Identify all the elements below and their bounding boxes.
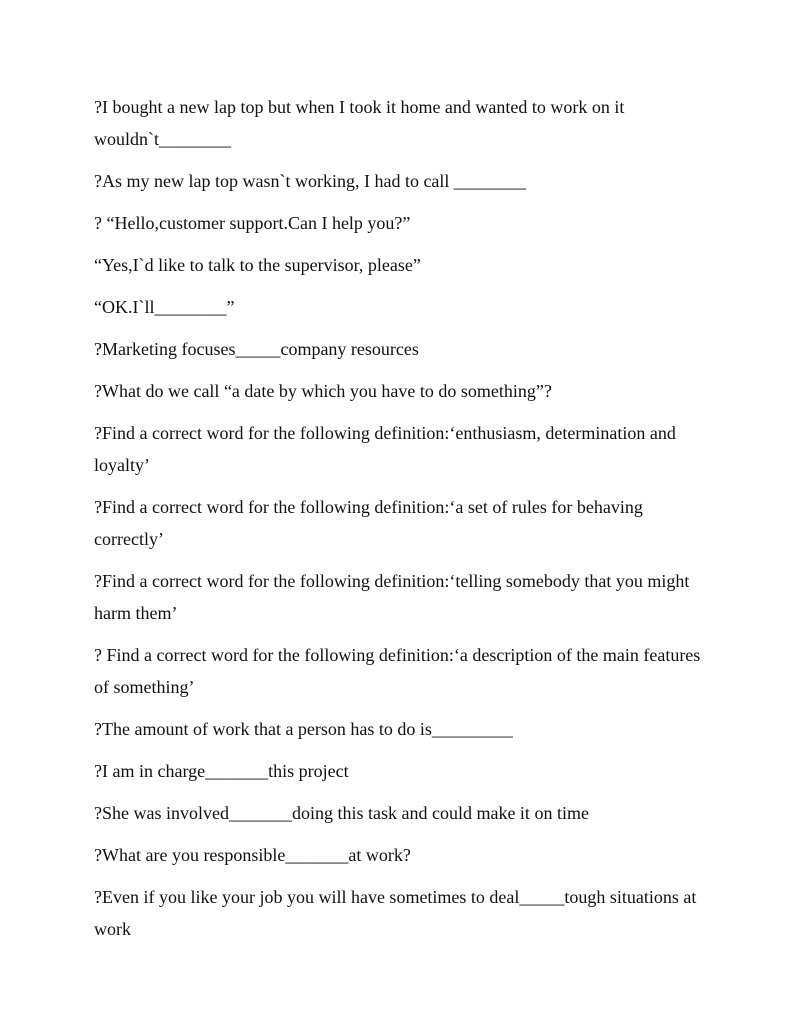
- question-9: ?The amount of work that a person has to do is_________: [94, 719, 513, 739]
- question-1: ?I bought a new lap top but when I took it home and wanted to work on it wouldn`t________: [94, 97, 629, 149]
- question-10: ?I am in charge_______this project: [94, 761, 349, 781]
- dialogue-line-1: ? “Hello,customer support.Can I help you?”: [94, 213, 411, 233]
- question-6: ?Find a correct word for the following definition:‘a set of rules for behaving correctly’: [94, 497, 648, 549]
- question-4: ?What do we call “a date by which you have to do something”?: [94, 381, 552, 401]
- dialogue-line-2: “Yes,I`d like to talk to the supervisor, please”: [94, 255, 421, 275]
- question-3: ?Marketing focuses_____company resources: [94, 339, 419, 359]
- question-13: ?Even if you like your job you will have sometimes to deal_____tough situations at work: [94, 887, 701, 939]
- question-7: ?Find a correct word for the following definition:‘telling somebody that you might harm them’: [94, 571, 694, 623]
- document-body: [94, 91, 714, 955]
- question-11: ?She was involved_______doing this task and could make it on time: [94, 803, 589, 823]
- question-12: ?What are you responsible_______at work?: [94, 845, 411, 865]
- dialogue-line-3: “OK.I`ll________”: [94, 297, 235, 317]
- question-5: ?Find a correct word for the following definition:‘enthusiasm, determination and loyalty’: [94, 423, 681, 475]
- question-8: ? Find a correct word for the following definition:‘a description of the main features of something’: [94, 645, 705, 697]
- question-2: ?As my new lap top wasn`t working, I had to call ________: [94, 171, 526, 191]
